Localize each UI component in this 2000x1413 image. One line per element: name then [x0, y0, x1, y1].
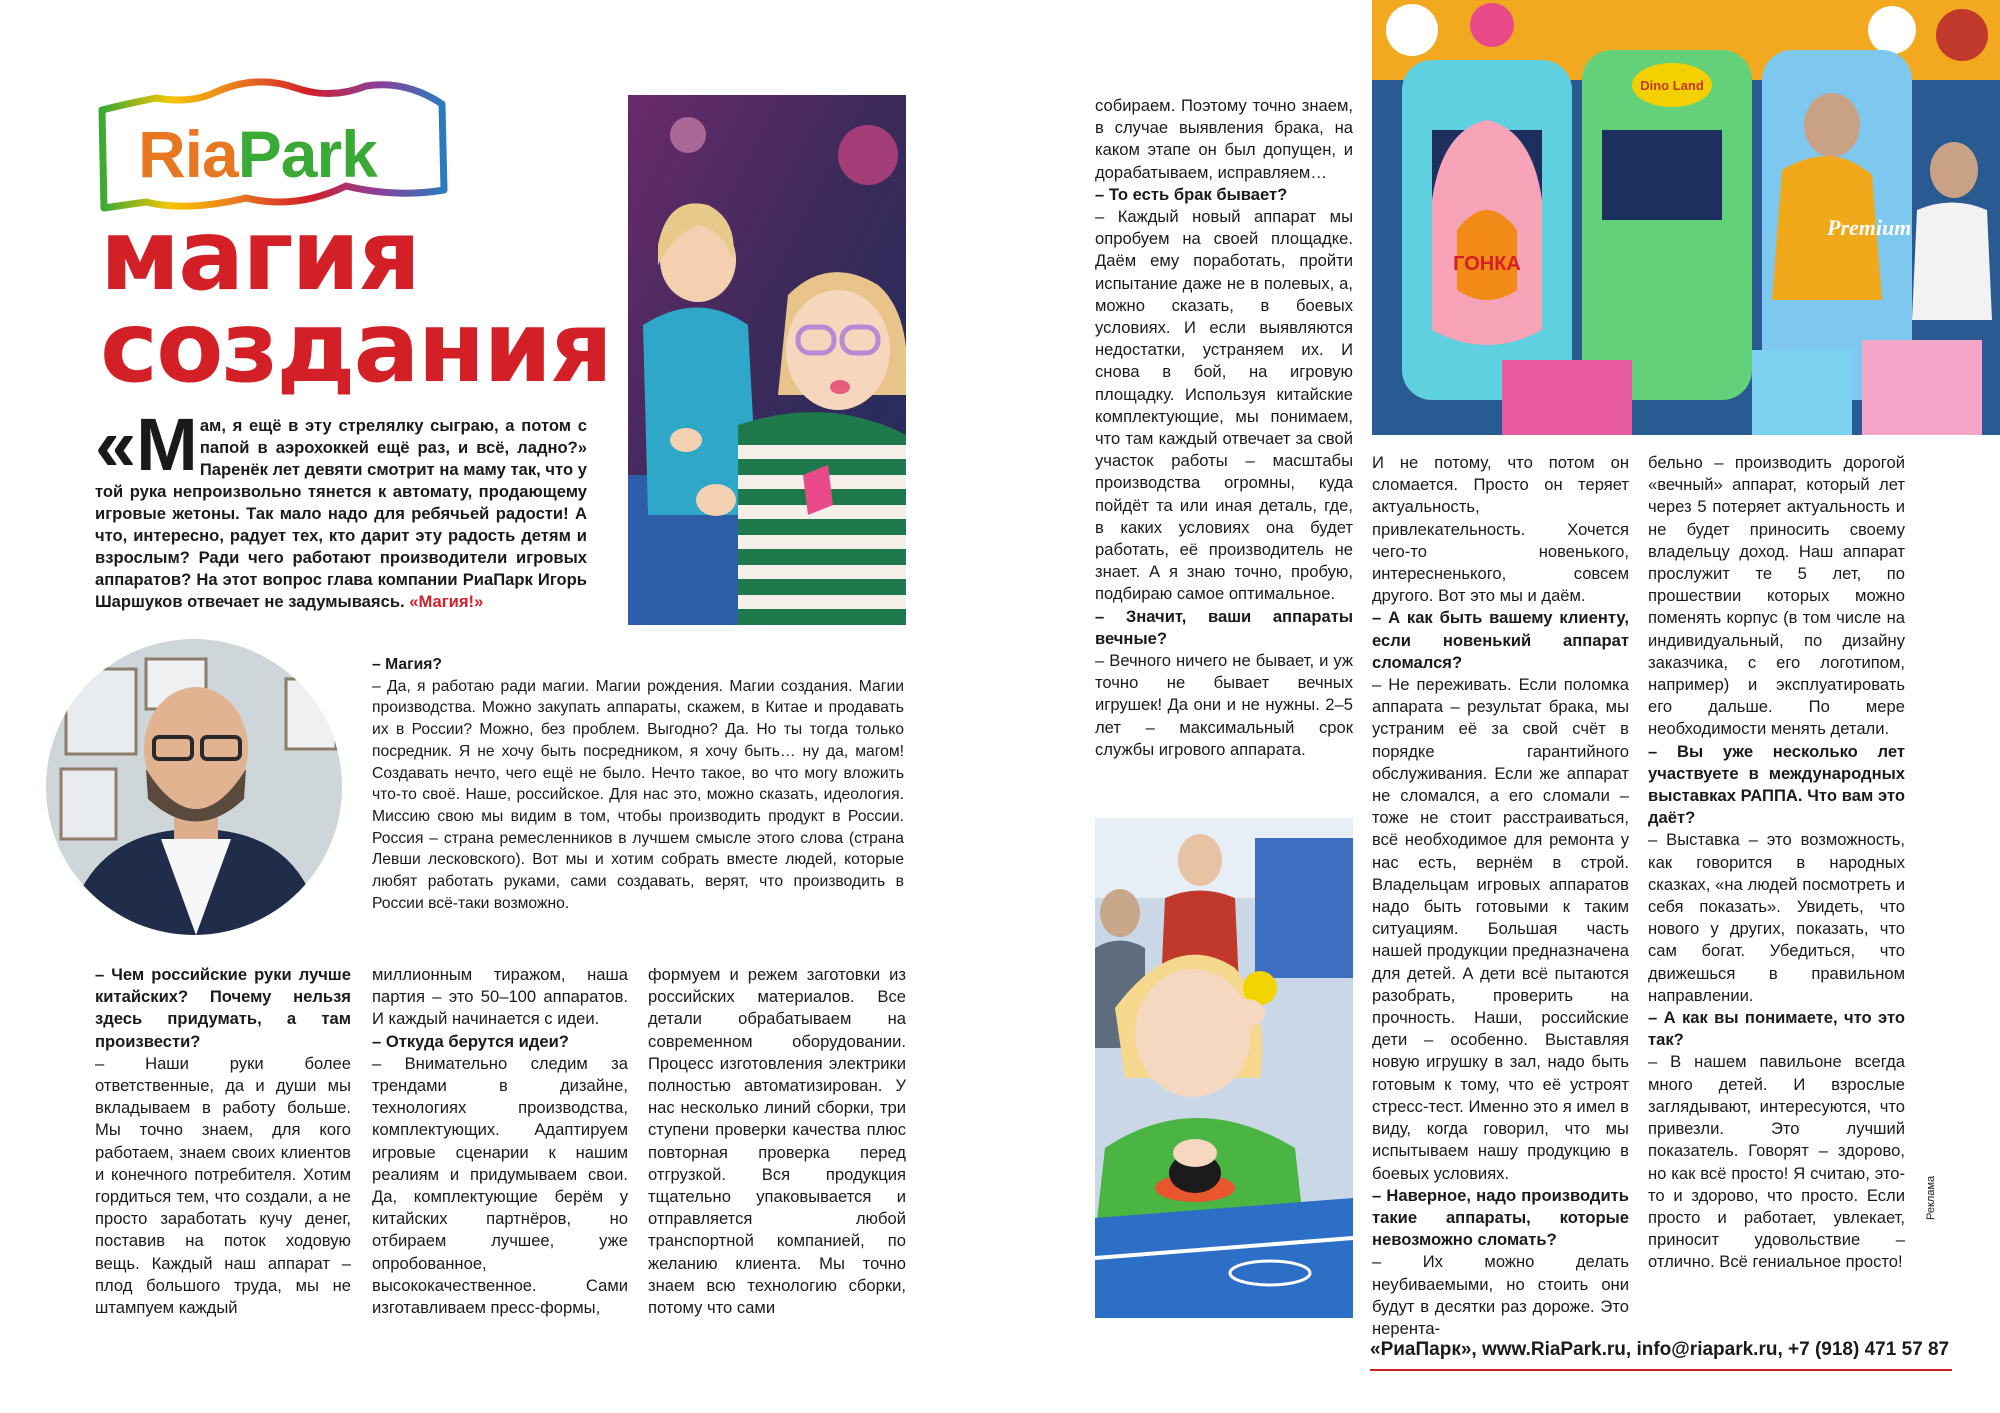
column-3 — [648, 964, 906, 1319]
answer-eternal: – Вечного ничего не бывает, и уж точно не бывает вечных игрушек! Да они и не нужны. 2–5 лет – максимальный срок службы игрового аппарата. — [1095, 651, 1353, 759]
dropcap: «М — [95, 403, 198, 486]
column-1 — [95, 964, 351, 1319]
lead-paragraph — [95, 403, 587, 613]
answer-how-know: – В нашем павильоне всегда много детей. И взрослые заглядывают, интересуются, что привезли. Это лучший показатель. Говорят – здорово, но как всё просто! Я считаю, это-то и здорово, что просто. Если просто и работает, увлекает, приносит удовольствие – отлично. Всё гениальное просто! — [1648, 1052, 1905, 1272]
question-broken: – А как быть вашему клиенту, если новенький аппарат сломался? — [1372, 608, 1629, 672]
advertisement-label: Реклама — [1925, 1175, 1937, 1220]
question-unbreakable: – Наверное, надо производить такие аппараты, которые невозможно сломать? — [1372, 1185, 1629, 1250]
headline — [100, 199, 611, 405]
question-how-know: – А как вы понимаете, что это так? — [1648, 1008, 1905, 1050]
column-2 — [372, 964, 628, 1319]
striped-shirt — [738, 412, 906, 625]
answer-broken: – Не переживать. Если поломка аппарата – результат брака, мы устраним её за свой счёт в порядке гарантийного обслуживания. Если же аппарат не сломался, а его сломали – тоже не стоит расстраиваться, всё необходимое для ремонта у нас есть, вернём в строй. Владельцам игровых аппаратов надо быть готовыми к таким ситуациям. Большая часть нашей продукции предназначена для детей. А дети всё пытаются разобрать, проверить на прочность. Наши, российские дети – особенно. Выставляя новую игрушку в зал, надо быть готовым к тому, что её устроят стресс-тест. Именно это я имел в виду, когда говорил, что мы испытываем нашу продукцию в боевых условиях. — [1372, 675, 1629, 1183]
question-eternal: – Значит, ваши аппараты вечные? — [1095, 606, 1353, 648]
arcade-sign-gonka: ГОНКА — [1453, 253, 1521, 275]
headline-line1: магия — [100, 199, 420, 313]
riapark-logo — [96, 70, 452, 215]
answer-hands: – Наши руки более ответственные, да и души мы вкладываем в работу больше. Мы точно знаем, для кого работаем, знаем своих клиентов и конечного потребителя. Хотим гордиться тем, что создали, а не просто заработать кучу денег, поставив на поток ходовую вещь. Каждый наш аппарат – плод большого труда, мы не штампуем каждый — [95, 1053, 351, 1318]
portrait-igor-sharshukov — [46, 639, 342, 935]
answer-assembly: собираем. Поэтому точно знаем, в случае выявления брака, на каком этапе он был допущен, и дорабатываем, исправляем… — [1095, 96, 1353, 182]
question-defects: – То есть брак бывает? — [1095, 184, 1288, 204]
question-exhibitions: – Вы уже несколько лет участвуете в международных выставках РАППА. Что вам это даёт? — [1648, 741, 1905, 828]
logo-wordmark: RiaPark — [138, 117, 377, 191]
column-5 — [1372, 452, 1629, 1340]
headline-line2: создания — [100, 291, 611, 405]
column-6 — [1648, 452, 1905, 1274]
contact-footer: «РиаПарк», www.RiaPark.ru, info@riapark.ru, +7 (918) 471 57 87 — [1370, 1339, 1950, 1360]
arcade-sign-dino: Dino Land — [1640, 78, 1704, 93]
answer-ideas: – Внимательно следим за трендами в дизайне, технологиях производства, комплектующих. Адаптируем игровые сценарии к нашим реалиям и придумываем свои. Да, комплектующие берём у китайских партнёров, но отбираем лучшее, уже опробованное, высококачественное. Сами изготавливаем пресс-формы, — [372, 1053, 628, 1318]
answer-relevance: И не потому, что потом он сломается. Просто он теряет актуальность, привлекательность. Хочется чего-то новенького, интересненького, совсем другого. Вот это мы и даём. — [1372, 453, 1629, 606]
question-hands: – Чем российские руки лучше китайских? Почему нельзя здесь придумать, а там произвести? — [95, 965, 351, 1051]
photo-girls-arcade — [628, 95, 906, 625]
column-4 — [1095, 95, 1353, 761]
lead-text: ам, я ещё в эту стрелялку сыграю, а потом с папой в аэрохоккей ещё раз, и всё, ладно?» Паренёк лет девяти смотрит на маму так, что у той рука непроизвольно тянется к автомату, продающему игровые жетоны. Так мало надо для ребячьей радости! А что, интересно, радует тех, кто дарит эту радость детям и взрослым? Ради чего работают производители игровых аппаратов? На этот вопрос глава компании РиаПарк Игорь Шаршуков отвечает не задумываясь. — [95, 416, 587, 611]
question-magic: – Магия? — [372, 656, 442, 673]
question-ideas: – Откуда берутся идеи? — [372, 1031, 569, 1051]
lead-magic: «Магия!» — [409, 592, 484, 611]
answer-defects: – Каждый новый аппарат мы опробуем на своей площадке. Даём ему поработать, пройти испытание даже не в полевых, а, можно сказать, в боевых условиях. И если выявляются недостатки, устраняем их. И снова в бой, на игровую площадку. Используя китайские комплектующие, мы понимаем, что там каждый отвечает за свой участок работы – масштабы производства огромны, куда пойдёт та или иная деталь, где, в каких условиях она будет работать, её производитель не знает. А я знаю точно, пробую, подбираю самое оптимальное. — [1095, 207, 1353, 604]
answer-durability: бельно – производить дорогой «вечный» аппарат, который лет через 5 потеряет актуальность и не будет приносить своему владельцу доход. Наш аппарат прослужит те 5 лет, по прошествии которых можно поменять корпус (в том числе на индивидуальный, по дизайну заказчика, с его логотипом, например) и эксплуатировать его дальше. По мере необходимости менять детали. — [1648, 453, 1905, 739]
svg-text:Premium: Premium — [1827, 215, 1912, 240]
photo-girl-air-hockey — [1095, 818, 1353, 1318]
answer-exhibitions: – Выставка – это возможность, как говорится в народных сказках, «на людей посмотреть и себя показать». Увидеть, что нового у других, показать, что сам богат. Убедиться, что движешься в правильном направлении. — [1648, 830, 1905, 1005]
answer-ideas-cont: формуем и режем заготовки из российских материалов. Все детали обрабатываем на современном оборудовании. Процесс изготовления электрики полностью автоматизирован. У нас несколько линий сборки, три ступени проверки качества плюс повторная проверка перед отгрузкой. Вся продукция тщательно упаковывается и отправляется любой транспортной компанией, по желанию клиента. Мы точно знаем всю технологию сборки, потому что сами — [648, 965, 906, 1318]
answer-unbreakable: – Их можно делать неубиваемыми, но стоить они будут в десятки раз дороже. Это нерента- — [1372, 1252, 1629, 1338]
photo-arcade-machines — [1372, 0, 2000, 435]
answer-magic: – Да, я работаю ради магии. Магии рождения. Магии создания. Магии производства. Можно закупать аппараты, скажем, в Китае и продавать их в России? Можно, без проблем. Выгодно? Да. Но ты тогда только посредник. Я не хочу быть посредником, я хочу быть… ну да, магом! Создавать нечто, чего ещё не было. Нечто такое, во что могу вложить что-то своё. Наше, российское. Для нас это, можно сказать, идеология. Миссию свою мы видим в том, чтобы производить продукт в России. Россия – страна ремесленников в лучшем смысле этого слова (страна Левши лесковского). Вот мы и хотим собрать вместе людей, которые любят работать руками, сами создавать, верят, что производить в России всё-таки возможно. — [372, 677, 904, 912]
answer-hands-cont: миллионным тиражом, наша партия – это 50–100 аппаратов. И каждый начинается с идеи. — [372, 965, 628, 1029]
footer-rule — [1370, 1369, 1952, 1371]
intro-qa — [372, 654, 904, 914]
